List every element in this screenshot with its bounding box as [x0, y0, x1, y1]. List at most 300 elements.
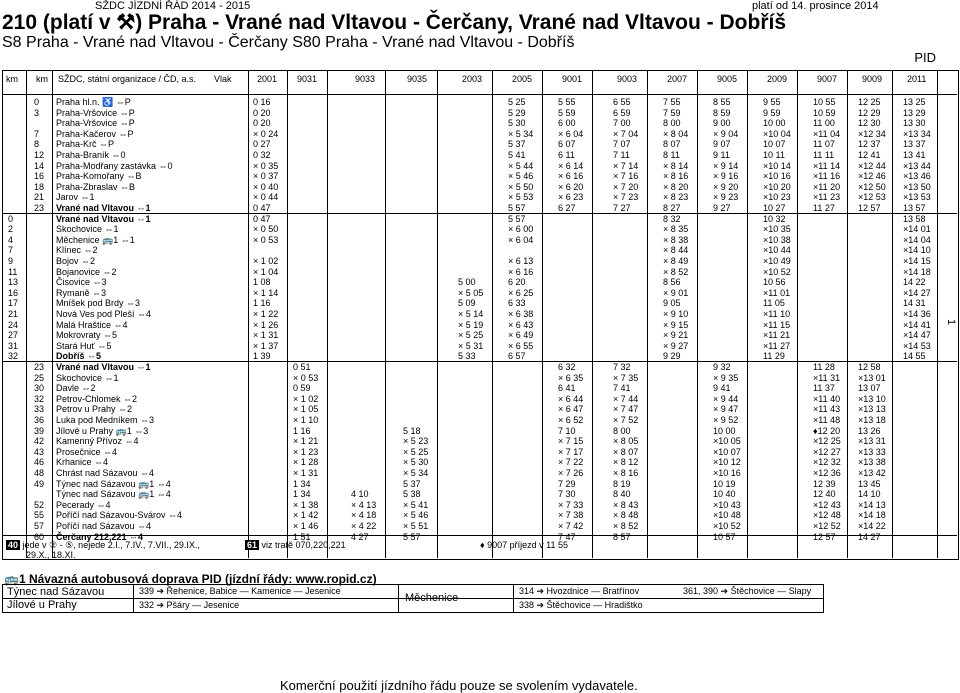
row-time: ×12 43: [813, 500, 841, 510]
row-time: 10 00: [763, 118, 786, 128]
row-time: 6 11: [558, 150, 575, 160]
row-km2: 0: [34, 97, 40, 107]
row-time: 1 51: [293, 532, 311, 542]
row-station-name: Praha-Braník ⇔0: [56, 150, 126, 160]
row-time: ×14 36: [903, 309, 931, 319]
row-time: ×12 25: [813, 436, 841, 446]
row-time: 10 19: [713, 479, 736, 489]
row-time: × 8 16: [613, 468, 639, 478]
row-time: × 9 44: [713, 394, 739, 404]
row-time: ♦12 20: [813, 426, 841, 436]
row-station-name: Praha-Vršovice ⇔P: [56, 108, 135, 118]
row-km1: 11: [8, 267, 18, 277]
row-time: ×10 16: [763, 171, 791, 181]
row-station-name: Praha-Krč ⇔P: [56, 139, 115, 149]
row-time: ×10 20: [763, 182, 791, 192]
row-time: × 6 20: [558, 182, 584, 192]
row-time: × 9 14: [713, 161, 739, 171]
row-time: 7 41: [613, 383, 631, 393]
row-time: × 7 38: [558, 510, 584, 520]
row-time: 5 37: [403, 479, 421, 489]
row-time: 8 19: [613, 479, 631, 489]
row-time: ×14 47: [903, 330, 931, 340]
row-time: ×13 10: [858, 394, 886, 404]
row-time: 12 25: [858, 97, 881, 107]
row-time: 7 32: [613, 362, 631, 372]
bus-stop-2: Jílové u Prahy: [7, 599, 77, 611]
row-station-name: Petrov u Prahy ⇔2: [56, 404, 133, 414]
train-number: 2007: [667, 74, 688, 84]
row-time: 10 27: [763, 203, 786, 213]
train-number: 9031: [297, 74, 318, 84]
row-time: × 5 14: [458, 309, 484, 319]
row-time: 5 37: [508, 139, 526, 149]
row-time: × 5 05: [458, 288, 484, 298]
row-time: ×10 16: [713, 468, 741, 478]
row-time: 8 40: [613, 489, 631, 499]
train-number: 2009: [767, 74, 788, 84]
row-time: 7 00: [613, 118, 631, 128]
row-time: 1 34: [293, 489, 311, 499]
train-number: 9005: [717, 74, 738, 84]
row-time: ×12 44: [858, 161, 886, 171]
row-time: ×11 48: [813, 415, 841, 425]
row-time: 14 55: [903, 351, 926, 361]
row-time: 13 37: [903, 139, 926, 149]
row-time: ×10 48: [713, 510, 741, 520]
row-station-name: Davle ⇔2: [56, 383, 96, 393]
row-station-name: Vrané nad Vltavou ⇔1: [56, 362, 151, 372]
row-time: × 1 21: [293, 436, 319, 446]
row-time: 11 27: [813, 203, 835, 213]
row-time: ×13 31: [858, 436, 886, 446]
row-time: × 1 10: [293, 415, 319, 425]
row-km2: 21: [34, 192, 45, 202]
bus-route-1: 339 ➔ Řehenice, Babice — Kamenice — Jesenice: [139, 586, 341, 596]
row-time: ×10 35: [763, 224, 791, 234]
row-time: × 5 46: [403, 510, 429, 520]
row-time: 13 25: [903, 97, 926, 107]
row-km2: 3: [34, 108, 40, 118]
train-number: 2005: [512, 74, 533, 84]
row-time: × 9 21: [663, 330, 689, 340]
row-station-name: Pecerady ⇔4: [56, 500, 111, 510]
row-time: 5 29: [508, 108, 526, 118]
note2-text: viz tratě 070,220,221: [261, 540, 346, 550]
row-time: 7 07: [613, 139, 631, 149]
row-station-name: Stará Huť ⇔5: [56, 341, 112, 351]
row-time: 6 20: [508, 277, 526, 287]
row-time: 6 00: [558, 118, 576, 128]
row-time: ×12 52: [813, 521, 841, 531]
row-time: 9 05: [663, 298, 681, 308]
row-km2: 55: [34, 510, 45, 520]
row-time: 7 55: [663, 97, 681, 107]
row-time: 12 57: [813, 532, 836, 542]
bus-route-2: 332 ➔ Pšáry — Jesenice: [139, 600, 240, 610]
row-time: ×14 18: [903, 267, 931, 277]
row-time: 6 57: [508, 351, 526, 361]
row-time: 11 05: [763, 298, 785, 308]
row-time: × 9 20: [713, 182, 739, 192]
row-time: × 5 50: [508, 182, 534, 192]
row-time: 8 00: [613, 426, 631, 436]
row-km2: 16: [34, 171, 45, 181]
row-km2: 52: [34, 500, 45, 510]
row-time: 11 29: [763, 351, 785, 361]
legend-note-3: ♦ 9007 příjezd v 11 55: [480, 540, 568, 550]
row-time: 0 32: [253, 150, 271, 160]
footer-note: Komerční použití jízdního řádu pouze se svolením vydavatele.: [280, 678, 638, 693]
row-time: 13 29: [903, 108, 926, 118]
row-time: × 7 42: [558, 521, 584, 531]
row-time: 8 32: [663, 214, 681, 224]
row-time: 6 33: [508, 298, 526, 308]
row-time: × 8 43: [613, 500, 639, 510]
row-time: ×13 33: [858, 447, 886, 457]
row-km2: 25: [34, 373, 45, 383]
row-time: ×14 18: [858, 510, 886, 520]
row-km2: 60: [34, 532, 45, 542]
row-time: × 1 23: [293, 447, 319, 457]
row-time: ×14 01: [903, 224, 931, 234]
row-time: 5 38: [403, 489, 421, 499]
row-time: ×14 13: [858, 500, 886, 510]
row-time: × 9 27: [663, 341, 689, 351]
row-time: × 6 00: [508, 224, 534, 234]
row-time: 11 00: [813, 118, 835, 128]
row-station-name: Praha-Komořany ⇔B: [56, 171, 142, 181]
row-time: 5 57: [508, 203, 526, 213]
row-km1: 9: [8, 256, 14, 266]
km1-header: km: [6, 74, 18, 84]
row-time: × 7 20: [613, 182, 639, 192]
row-time: 11 07: [813, 139, 835, 149]
bus-center-stop: Měchenice: [405, 592, 459, 604]
row-time: × 8 16: [663, 171, 689, 181]
row-time: × 8 48: [613, 510, 639, 520]
row-time: × 9 23: [713, 192, 739, 202]
row-km2: 14: [34, 161, 45, 171]
row-time: ×14 53: [903, 341, 931, 351]
row-time: 1 08: [253, 277, 271, 287]
row-time: ×13 01: [858, 373, 886, 383]
row-km1: 2: [8, 224, 14, 234]
row-time: × 8 12: [613, 457, 639, 467]
row-time: × 1 26: [253, 320, 279, 330]
row-time: 6 41: [558, 383, 576, 393]
row-time: 0 27: [253, 139, 271, 149]
row-time: × 8 20: [663, 182, 689, 192]
row-time: ×11 27: [763, 341, 791, 351]
row-time: × 6 38: [508, 309, 534, 319]
row-time: × 7 04: [613, 129, 639, 139]
row-time: × 7 47: [613, 404, 639, 414]
row-time: 8 27: [663, 203, 681, 213]
row-time: ×10 05: [713, 436, 741, 446]
row-time: ×12 32: [813, 457, 841, 467]
row-time: × 5 44: [508, 161, 534, 171]
row-station-name: Nová Ves pod Pleší ⇔4: [56, 309, 152, 319]
row-time: 0 20: [253, 108, 271, 118]
row-km2: 43: [34, 447, 45, 457]
bus-stop-1: Týnec nad Sázavou: [7, 586, 105, 598]
station-header: SŽDC, státní organizace / ČD, a.s.: [58, 74, 197, 84]
row-time: × 8 04: [663, 129, 689, 139]
row-time: 6 27: [558, 203, 576, 213]
row-station-name: Jílové u Prahy 🚌1 ⇔3: [56, 426, 149, 436]
row-time: × 0 40: [253, 182, 279, 192]
row-time: × 0 53: [253, 235, 279, 245]
row-time: × 6 49: [508, 330, 534, 340]
row-time: × 7 16: [613, 171, 639, 181]
row-time: 10 07: [763, 139, 786, 149]
row-time: 0 16: [253, 97, 271, 107]
row-time: ×14 15: [903, 256, 931, 266]
row-time: 4 10: [351, 489, 369, 499]
row-time: ×10 07: [713, 447, 741, 457]
row-time: × 7 52: [613, 415, 639, 425]
row-time: 5 25: [508, 97, 526, 107]
row-time: × 9 10: [663, 309, 689, 319]
row-time: 8 57: [613, 532, 631, 542]
row-time: 7 29: [558, 479, 576, 489]
row-time: × 5 31: [458, 341, 484, 351]
row-time: ×11 23: [813, 192, 841, 202]
row-km1: 27: [8, 330, 19, 340]
row-km2: 32: [34, 394, 45, 404]
row-time: 10 59: [813, 108, 836, 118]
bus-table: [2, 584, 824, 613]
row-time: × 5 19: [458, 320, 484, 330]
row-km2: 48: [34, 468, 45, 478]
row-time: ×13 18: [858, 415, 886, 425]
row-time: 8 59: [713, 108, 731, 118]
row-time: 5 41: [508, 150, 526, 160]
row-time: 13 30: [903, 118, 926, 128]
authority-label: SŽDC JÍZDNÍ ŘÁD 2014 - 2015: [95, 0, 251, 12]
bus-route-3: 314 ➔ Hvozdnice — Bratřínov: [519, 586, 640, 596]
row-station-name: Malá Hraštice ⇔4: [56, 320, 128, 330]
row-km2: 8: [34, 139, 40, 149]
row-station-name: Praha-Modřany zastávka ⇔0: [56, 161, 173, 171]
row-km2: 12: [34, 150, 45, 160]
row-time: × 5 25: [458, 330, 484, 340]
row-time: × 5 53: [508, 192, 534, 202]
row-time: × 1 38: [293, 500, 319, 510]
row-station-name: Praha-Vršovice ⇔P: [56, 118, 135, 128]
row-time: ×11 04: [813, 129, 841, 139]
row-time: 9 32: [713, 362, 731, 372]
row-time: × 1 28: [293, 457, 319, 467]
row-time: 12 57: [858, 203, 881, 213]
row-time: × 6 25: [508, 288, 534, 298]
row-time: 12 58: [858, 362, 881, 372]
badge-61: 61: [247, 540, 258, 550]
row-time: × 7 14: [613, 161, 639, 171]
row-time: 1 16: [293, 426, 311, 436]
row-time: ×12 46: [858, 171, 886, 181]
row-km2: 46: [34, 457, 45, 467]
row-time: × 5 34: [508, 129, 534, 139]
row-time: 5 57: [508, 214, 526, 224]
row-time: 10 11: [763, 150, 785, 160]
row-time: 9 29: [663, 351, 681, 361]
row-time: ×13 50: [903, 182, 931, 192]
row-time: 7 47: [558, 532, 576, 542]
row-time: × 1 31: [293, 468, 319, 478]
row-time: × 0 53: [293, 373, 319, 383]
note1-continued: 29.X., 18.XI.: [26, 550, 76, 560]
row-time: 5 00: [458, 277, 476, 287]
row-time: 5 30: [508, 118, 526, 128]
row-km1: 24: [8, 320, 19, 330]
row-time: 10 32: [763, 214, 786, 224]
row-time: 7 10: [558, 426, 576, 436]
row-km2: 57: [34, 521, 45, 531]
row-time: × 1 02: [253, 256, 279, 266]
row-time: 5 59: [558, 108, 576, 118]
row-time: 6 07: [558, 139, 576, 149]
row-time: × 0 24: [253, 129, 279, 139]
row-time: ×13 38: [858, 457, 886, 467]
row-km1: 21: [8, 309, 19, 319]
row-time: × 5 25: [403, 447, 429, 457]
row-time: 1 39: [253, 351, 271, 361]
row-time: 8 00: [663, 118, 681, 128]
row-time: ×13 34: [903, 129, 931, 139]
row-time: 12 30: [858, 118, 881, 128]
row-station-name: Krhanice ⇔4: [56, 457, 109, 467]
row-station-name: Rymaně ⇔3: [56, 288, 107, 298]
row-time: 14 31: [903, 298, 926, 308]
row-km1: 32: [8, 351, 19, 361]
row-time: 7 59: [663, 108, 681, 118]
row-time: × 7 26: [558, 468, 584, 478]
row-time: ×14 41: [903, 320, 931, 330]
row-time: 1 16: [253, 298, 271, 308]
row-time: ×13 46: [903, 171, 931, 181]
row-time: × 8 07: [613, 447, 639, 457]
row-km2: 39: [34, 426, 45, 436]
row-time: 13 45: [858, 479, 881, 489]
row-time: ×12 27: [813, 447, 841, 457]
row-time: 13 41: [903, 150, 926, 160]
row-time: 9 00: [713, 118, 731, 128]
row-time: × 5 41: [403, 500, 429, 510]
row-time: 10 00: [713, 426, 736, 436]
row-time: × 4 13: [351, 500, 377, 510]
row-time: 12 39: [813, 479, 836, 489]
row-time: × 6 04: [508, 235, 534, 245]
bus-route-5: 361, 390 ➔ Štěchovice — Slapy: [683, 586, 812, 596]
row-time: × 0 35: [253, 161, 279, 171]
row-time: × 8 14: [663, 161, 689, 171]
row-time: × 8 35: [663, 224, 689, 234]
train-header: Vlak: [214, 74, 232, 84]
row-time: 8 11: [663, 150, 680, 160]
row-time: 10 56: [763, 277, 786, 287]
row-km2: 33: [34, 404, 45, 414]
row-station-name: Bojanovice ⇔2: [56, 267, 117, 277]
row-time: × 5 51: [403, 521, 429, 531]
row-station-name: Dobříš ⇔5: [56, 351, 102, 361]
row-station-name: Bojov ⇔2: [56, 256, 96, 266]
row-time: × 9 01: [663, 288, 689, 298]
row-time: ×11 40: [813, 394, 841, 404]
row-time: 14 10: [858, 489, 881, 499]
row-time: ×11 21: [763, 330, 791, 340]
timetable-title: 210 (platí v ⚒) Praha - Vrané nad Vltavou - Čerčany, Vrané nad Vltavou - Dobříš: [2, 11, 787, 34]
row-time: × 8 05: [613, 436, 639, 446]
row-km2: 49: [34, 479, 45, 489]
row-station-name: Luka pod Medníkem ⇔3: [56, 415, 155, 425]
row-time: × 4 22: [351, 521, 377, 531]
row-station-name: Praha hl.n. ♿ ⇔P: [56, 97, 131, 107]
train-number: 9033: [355, 74, 376, 84]
row-station-name: Praha-Zbraslav ⇔B: [56, 182, 136, 192]
row-time: × 9 52: [713, 415, 739, 425]
row-time: 13 07: [858, 383, 881, 393]
row-time: ×13 44: [903, 161, 931, 171]
row-time: × 7 35: [613, 373, 639, 383]
row-time: ×11 10: [763, 309, 791, 319]
row-time: 10 40: [713, 489, 736, 499]
row-km1: 13: [8, 277, 19, 287]
row-time: × 1 37: [253, 341, 279, 351]
row-time: × 9 16: [713, 171, 739, 181]
row-time: 5 57: [403, 532, 421, 542]
row-km2: 7: [34, 129, 40, 139]
row-time: ×14 27: [903, 288, 931, 298]
train-number: 9007: [817, 74, 838, 84]
note1-text: jede v ② - ⑤, nejede 2.I., 7.IV., 7.VII., 29.IX.,: [22, 540, 200, 550]
row-time: × 1 42: [293, 510, 319, 520]
row-km1: 0: [8, 214, 14, 224]
row-time: 5 09: [458, 298, 476, 308]
row-time: 9 11: [713, 150, 730, 160]
row-time: × 6 52: [558, 415, 584, 425]
row-station-name: Praha-Kačerov ⇔P: [56, 129, 134, 139]
row-time: 0 59: [293, 383, 311, 393]
row-time: 9 59: [763, 108, 781, 118]
row-time: 9 55: [763, 97, 781, 107]
row-time: 4 27: [351, 532, 369, 542]
row-time: × 0 37: [253, 171, 279, 181]
pid-label: PID: [914, 50, 936, 65]
row-time: ×11 31: [813, 373, 841, 383]
row-time: × 5 34: [403, 468, 429, 478]
row-time: 0 47: [253, 203, 271, 213]
row-time: × 6 35: [558, 373, 584, 383]
row-time: × 7 33: [558, 500, 584, 510]
row-time: × 6 55: [508, 341, 534, 351]
row-time: × 6 43: [508, 320, 534, 330]
row-km2: 23: [34, 362, 45, 372]
row-station-name: Prosečnice ⇔4: [56, 447, 118, 457]
row-time: × 6 04: [558, 129, 584, 139]
row-station-name: Vrané nad Vltavou ⇔1: [56, 203, 151, 213]
row-time: × 7 22: [558, 457, 584, 467]
row-time: ×10 52: [763, 267, 791, 277]
row-time: ×11 20: [813, 182, 841, 192]
row-time: × 7 23: [613, 192, 639, 202]
row-time: ×14 22: [858, 521, 886, 531]
row-time: ×12 50: [858, 182, 886, 192]
row-time: ×10 23: [763, 192, 791, 202]
row-time: × 9 04: [713, 129, 739, 139]
row-station-name: Kamenný Přívoz ⇔4: [56, 436, 139, 446]
